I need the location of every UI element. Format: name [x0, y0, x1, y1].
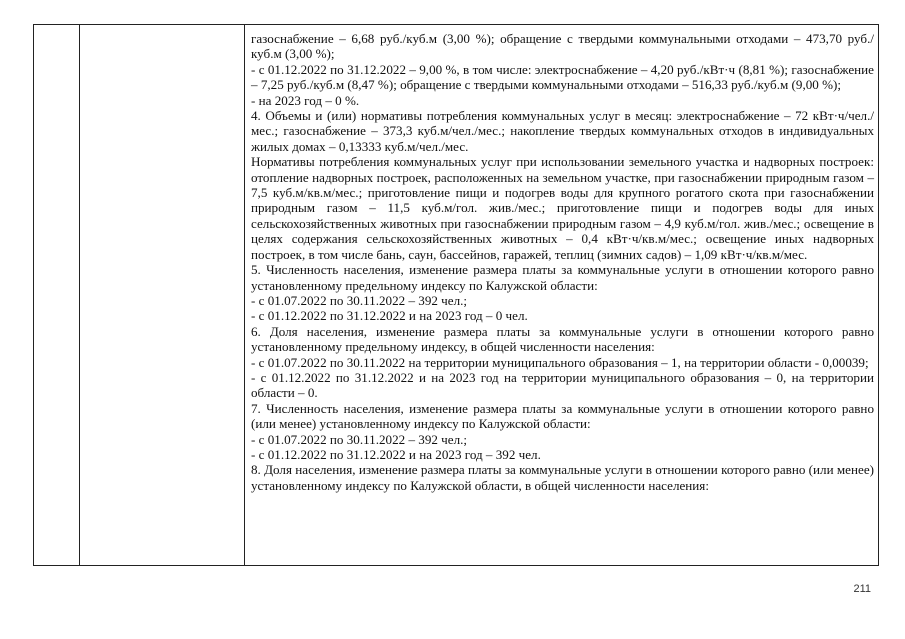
text-paragraph: 5. Численность населения, изменение размера платы за коммунальные услуги в отношении которого равно установленному предельному индексу по Калужской области: — [251, 262, 874, 293]
document-table — [33, 24, 879, 566]
table-column-number — [34, 25, 80, 565]
text-paragraph: газоснабжение – 6,68 руб./куб.м (3,00 %); обращение с твердыми коммунальными отходами – 473,70 руб./куб.м (3,00 %); — [251, 31, 874, 62]
text-paragraph: - с 01.07.2022 по 30.11.2022 – 392 чел.; — [251, 431, 468, 447]
text-paragraph: 4. Объемы и (или) нормативы потребления коммунальных услуг в месяц: электроснабжение – 72 кВт·ч/чел./мес.; газоснабжение – 373,3 куб.м/чел./мес.; накопление твердых коммунальных отходов в индивидуальных жилых домах – 0,13333 куб.м/чел./мес. — [251, 108, 874, 154]
text-paragraph: - на 2023 год – 0 %. — [251, 92, 360, 108]
text-paragraph: - с 01.12.2022 по 31.12.2022 – 9,00 %, в том числе: электроснабжение – 4,20 руб./кВт·ч (8,81 %); газоснабжение – 7,25 руб./куб.м (8,47 %); обращение с твердыми коммунальными отходами – 516,33 руб./куб.м (9,00 %); — [251, 61, 874, 93]
text-paragraph: - с 01.12.2022 по 31.12.2022 и на 2023 год – 0 чел. — [251, 308, 528, 324]
text-paragraph: 7. Численность населения, изменение размера платы за коммунальные услуги в отношении которого равно (или менее) установленному индексу по Калужской области: — [251, 400, 874, 432]
table-column-content — [245, 25, 878, 565]
text-paragraph: 6. Доля населения, изменение размера платы за коммунальные услуги в отношении которого равно установленному предельному индексу, в общей численности населения: — [251, 323, 874, 355]
text-paragraph: - с 01.12.2022 по 31.12.2022 и на 2023 год – 392 чел. — [251, 446, 541, 462]
text-paragraph: - с 01.12.2022 по 31.12.2022 и на 2023 год на территории муниципального образования – 0, на территории области – 0. — [251, 369, 874, 401]
text-paragraph: Нормативы потребления коммунальных услуг при использовании земельного участка и надворных построек: отопление надворных построек, расположенных на земельном участке, при газоснабжении природным газом – 7,5 куб.м/кв.м/мес.; приготовление пищи и подогрев воды для крупного рогатого скота при газоснабжении природным газом – 11,5 куб.м/гол. жив./мес.; приготовление пищи и подогрев воды для иных сельскохозяйственных животных при газоснабжении природным газом – 4,9 куб.м/гол. жив./мес.; освещение в целях содержания сельскохозяйственных животных – 0,4 кВт·ч/кв.м/мес.; освещение иных надворных построек, в том числе бань, саун, бассейнов, гаражей, теплиц (зимних садов) – 1,09 кВт·ч/кв.м/мес. — [251, 154, 874, 262]
text-paragraph: - с 01.07.2022 по 30.11.2022 – 392 чел.; — [251, 292, 468, 308]
text-paragraph: - с 01.07.2022 по 30.11.2022 на территории муниципального образования – 1, на территории области - 0,00039; — [251, 354, 869, 370]
table-column-name — [80, 25, 245, 565]
text-paragraph: 8. Доля населения, изменение размера платы за коммунальные услуги в отношении которого равно (или менее) установленному индексу по Калужской области, в общей численности населения: — [251, 462, 874, 493]
page-number: 211 — [853, 583, 871, 595]
